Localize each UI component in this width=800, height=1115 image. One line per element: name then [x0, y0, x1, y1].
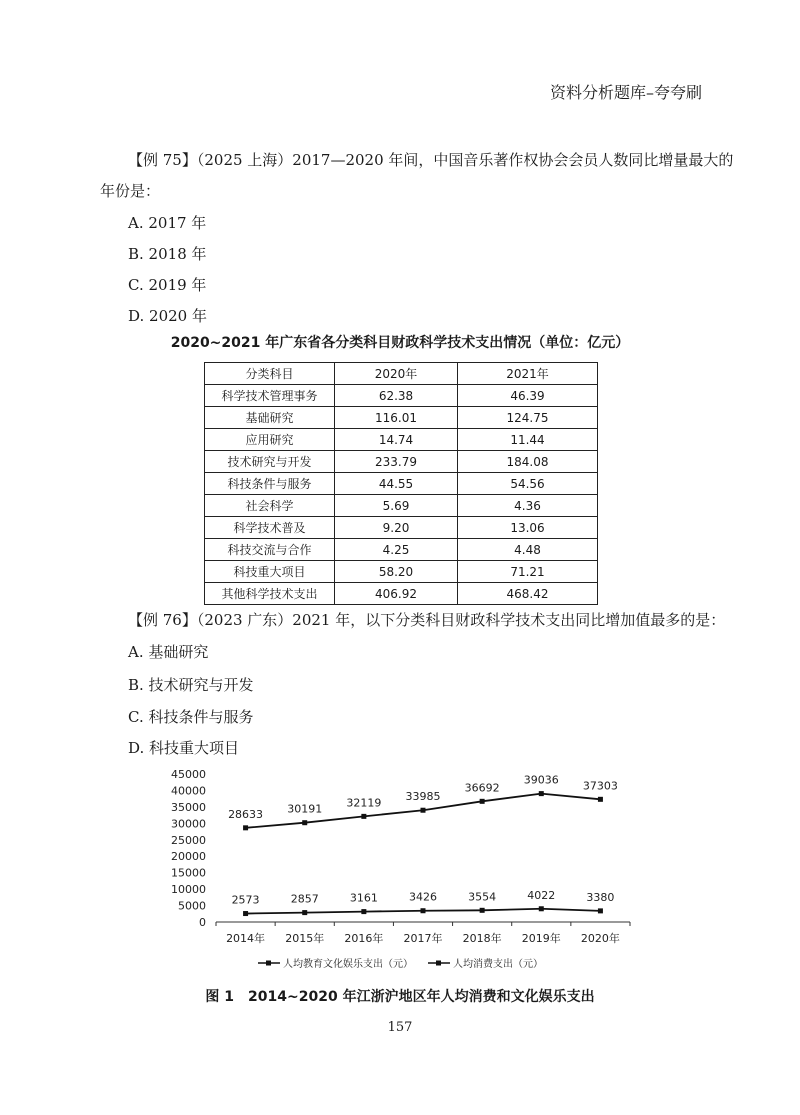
data-point: [539, 906, 544, 911]
question-76-line1: 【例 76】（2023 广东）2021 年，以下分类科目财政科学技术支出同比增加值最多的是：: [128, 611, 726, 629]
cell-2020: 58.20: [335, 561, 458, 583]
cell-category: 科学技术普及: [205, 517, 335, 539]
cell-2021: 184.08: [458, 451, 598, 473]
question-75-line1: 【例 75】（2025 上海）2017—2020 年间，中国音乐著作权协会会员人数同比增量最大的: [128, 151, 734, 169]
x-tick-label: 2017年: [403, 932, 443, 945]
cell-2021: 11.44: [458, 429, 598, 451]
table-row: [205, 561, 598, 583]
x-tick-label: 2015年: [285, 932, 325, 945]
cell-category: 科学技术管理事务: [205, 385, 335, 407]
data-label: 32119: [346, 796, 382, 810]
data-label: 33985: [405, 790, 441, 804]
data-label: 4022: [527, 888, 556, 902]
data-point: [598, 797, 603, 802]
cell-2021: 13.06: [458, 517, 598, 539]
cell-category: 科技重大项目: [205, 561, 335, 583]
x-tick-label: 2018年: [462, 932, 502, 945]
legend-marker: [436, 961, 441, 966]
q76-option-d: D. 科技重大项目: [128, 739, 240, 757]
figure-caption: 图 1 2014~2020 年江浙沪地区年人均消费和文化娱乐支出: [205, 989, 595, 1005]
data-label: 37303: [582, 779, 618, 793]
y-tick-label: 25000: [171, 833, 206, 847]
x-tick-label: 2019年: [521, 932, 561, 945]
y-tick-label: 30000: [171, 817, 206, 831]
cell-2021: 54.56: [458, 473, 598, 495]
table-row: [205, 517, 598, 539]
cell-2021: 4.48: [458, 539, 598, 561]
table-row: [205, 407, 598, 429]
data-label: 28633: [228, 807, 264, 821]
data-point: [302, 910, 307, 915]
data-point: [421, 908, 426, 913]
header-2020: 2020年: [335, 363, 458, 385]
cell-category: 技术研究与开发: [205, 451, 335, 473]
cell-category: 其他科学技术支出: [205, 583, 335, 605]
data-point: [421, 808, 426, 813]
q76-option-c: C. 科技条件与服务: [128, 708, 254, 726]
cell-category: 科技条件与服务: [205, 473, 335, 495]
data-label: 39036: [523, 773, 559, 787]
cell-2021: 4.36: [458, 495, 598, 517]
data-point: [480, 799, 485, 804]
x-tick-label: 2016年: [344, 932, 384, 945]
legend-label: 人均消费支出（元）: [453, 959, 543, 970]
y-tick-label: 5000: [178, 899, 206, 913]
legend-marker: [266, 961, 271, 966]
cell-2021: 124.75: [458, 407, 598, 429]
data-point: [243, 825, 248, 830]
data-point: [361, 814, 366, 819]
cell-category: 基础研究: [205, 407, 335, 429]
page-header-title: 资料分析题库–夸夸刷: [549, 83, 702, 102]
expenditure-table: [204, 362, 598, 605]
cell-category: 科技交流与合作: [205, 539, 335, 561]
table-row: [205, 539, 598, 561]
cell-2020: 5.69: [335, 495, 458, 517]
table-row: [205, 385, 598, 407]
data-point: [302, 820, 307, 825]
data-point: [361, 909, 366, 914]
y-tick-label: 40000: [171, 784, 206, 798]
y-tick-label: 20000: [171, 850, 206, 864]
data-label: 30191: [287, 802, 323, 816]
y-tick-label: 10000: [171, 883, 206, 897]
x-tick-label: 2014年: [226, 932, 266, 945]
table-header-row: [205, 363, 598, 385]
q75-option-a: A. 2017 年: [128, 214, 207, 232]
data-label: 3161: [349, 891, 378, 905]
cell-category: 社会科学: [205, 495, 335, 517]
cell-2021: 468.42: [458, 583, 598, 605]
cell-2020: 9.20: [335, 517, 458, 539]
y-tick-label: 45000: [171, 768, 206, 781]
x-tick-label: 2020年: [580, 932, 620, 945]
data-label: 3380: [586, 890, 615, 904]
question-75-line2: 年份是：: [100, 182, 161, 200]
q76-option-a: A. 基础研究: [128, 643, 209, 661]
header-category: 分类科目: [205, 363, 335, 385]
cell-category: 应用研究: [205, 429, 335, 451]
table-row: [205, 429, 598, 451]
cell-2020: 44.55: [335, 473, 458, 495]
data-label: 2573: [231, 893, 260, 907]
page-number: 157: [387, 1020, 413, 1035]
cell-2020: 233.79: [335, 451, 458, 473]
data-point: [243, 911, 248, 916]
cell-2020: 62.38: [335, 385, 458, 407]
q75-option-c: C. 2019 年: [128, 276, 207, 294]
y-tick-label: 0: [199, 916, 206, 929]
cell-2020: 4.25: [335, 539, 458, 561]
data-point: [598, 908, 603, 913]
cell-2021: 46.39: [458, 385, 598, 407]
data-label: 3426: [409, 890, 437, 904]
cell-2020: 116.01: [335, 407, 458, 429]
cell-2020: 14.74: [335, 429, 458, 451]
table-row: [205, 473, 598, 495]
y-tick-label: 15000: [171, 866, 206, 880]
data-point: [539, 791, 544, 796]
data-label: 3554: [468, 890, 497, 904]
data-label: 2857: [290, 892, 319, 906]
table-row: [205, 583, 598, 605]
header-2021: 2021年: [458, 363, 598, 385]
line-chart: [160, 762, 640, 984]
cell-2021: 71.21: [458, 561, 598, 583]
data-point: [480, 908, 485, 913]
q75-option-d: D. 2020 年: [128, 307, 207, 325]
y-tick-label: 35000: [171, 800, 206, 814]
table-row: [205, 495, 598, 517]
q76-option-b: B. 技术研究与开发: [128, 676, 254, 694]
table-title: 2020~2021 年广东省各分类科目财政科学技术支出情况（单位：亿元）: [170, 335, 630, 351]
q75-option-b: B. 2018 年: [128, 245, 207, 263]
cell-2020: 406.92: [335, 583, 458, 605]
data-label: 36692: [464, 781, 500, 795]
table-row: [205, 451, 598, 473]
legend-label: 人均教育文化娱乐支出（元）: [283, 959, 413, 970]
